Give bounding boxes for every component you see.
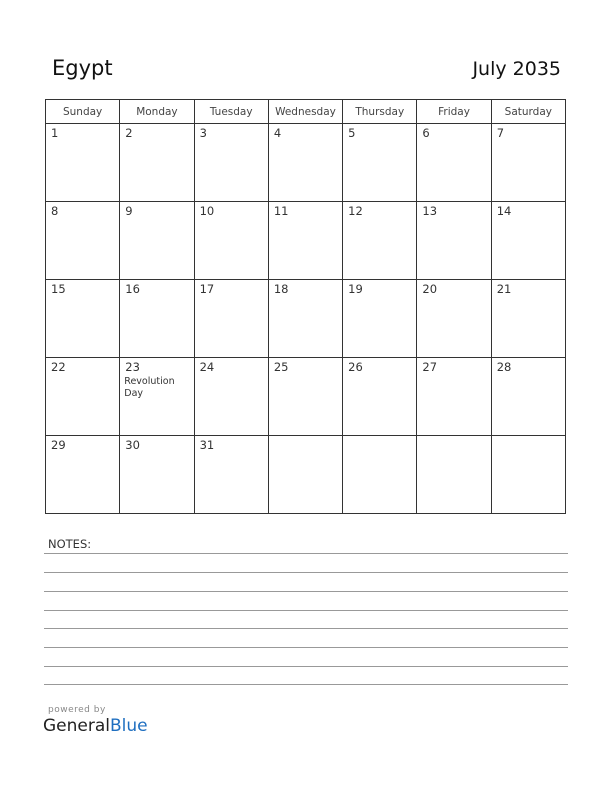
day-cell <box>120 124 194 202</box>
weekday-tuesday: Tuesday <box>194 100 268 124</box>
day-cell <box>417 202 491 280</box>
day-cell-empty <box>417 436 491 514</box>
day-number: 13 <box>422 204 438 218</box>
day-number: 28 <box>496 360 512 374</box>
day-cell <box>46 202 120 280</box>
day-cell <box>268 280 342 358</box>
weekday-sunday: Sunday <box>46 100 120 124</box>
month-year-title: July 2035 <box>472 58 561 80</box>
day-number: 10 <box>199 204 215 218</box>
day-cell <box>194 280 268 358</box>
brand-general-text: General <box>43 716 110 736</box>
day-cell <box>194 202 268 280</box>
day-number: 27 <box>422 360 438 374</box>
brand-blue-text: Blue <box>110 716 148 736</box>
day-cell <box>343 124 417 202</box>
day-cell <box>194 358 268 436</box>
weekday-monday: Monday <box>120 100 194 124</box>
day-number: 24 <box>199 360 215 374</box>
day-number: 29 <box>51 438 66 452</box>
day-number: 31 <box>199 438 215 452</box>
day-cell <box>417 280 491 358</box>
week-row <box>46 358 566 436</box>
day-number: 21 <box>496 282 512 296</box>
weekday-header-row <box>46 100 566 124</box>
day-number: 12 <box>348 204 363 218</box>
day-cell <box>343 202 417 280</box>
day-number: 5 <box>348 126 356 140</box>
notes-line <box>44 666 568 667</box>
weekday-saturday: Saturday <box>491 100 565 124</box>
day-number: 16 <box>125 282 140 296</box>
weekday-wednesday: Wednesday <box>268 100 342 124</box>
day-cell <box>46 358 120 436</box>
notes-line <box>44 591 568 592</box>
day-number <box>343 436 416 438</box>
day-cell <box>46 280 120 358</box>
day-number: 18 <box>273 282 289 296</box>
day-number: 7 <box>496 126 505 140</box>
day-cell <box>120 202 194 280</box>
country-title: Egypt <box>52 56 113 80</box>
notes-line <box>44 610 568 611</box>
powered-by-label: powered by <box>48 705 106 715</box>
day-number <box>269 436 342 438</box>
day-cell-holiday <box>120 358 194 436</box>
day-number: 1 <box>51 126 59 140</box>
day-number: 6 <box>422 126 430 140</box>
day-number: 23 <box>125 360 140 374</box>
day-cell <box>268 358 342 436</box>
day-number <box>492 436 565 438</box>
day-cell <box>120 436 194 514</box>
day-cell <box>491 280 565 358</box>
day-cell <box>491 124 565 202</box>
weekday-thursday: Thursday <box>343 100 417 124</box>
day-cell <box>194 436 268 514</box>
notes-label: NOTES: <box>48 537 92 551</box>
day-cell-empty <box>491 436 565 514</box>
day-number: 14 <box>496 204 512 218</box>
day-number: 17 <box>199 282 215 296</box>
day-cell-empty <box>268 436 342 514</box>
day-cell <box>46 124 120 202</box>
calendar-grid <box>45 99 566 514</box>
day-cell <box>491 358 565 436</box>
day-cell <box>46 436 120 514</box>
week-row <box>46 280 566 358</box>
day-number: 11 <box>273 204 289 218</box>
day-number: 26 <box>348 360 363 374</box>
brand-logo <box>43 716 148 736</box>
notes-line <box>44 684 568 685</box>
notes-line <box>44 572 568 573</box>
notes-line <box>44 647 568 648</box>
week-row <box>46 202 566 280</box>
day-cell <box>268 202 342 280</box>
day-cell <box>491 202 565 280</box>
day-number: 2 <box>125 126 133 140</box>
day-number: 20 <box>422 282 438 296</box>
day-number: 8 <box>51 204 59 218</box>
day-number: 3 <box>199 126 207 140</box>
day-number: 22 <box>51 360 66 374</box>
day-number <box>417 436 490 438</box>
day-cell <box>120 280 194 358</box>
notes-line <box>44 628 568 629</box>
day-cell <box>194 124 268 202</box>
holiday-label: Revolution Day <box>124 376 175 399</box>
day-number: 30 <box>125 438 140 452</box>
day-cell <box>417 124 491 202</box>
week-row <box>46 436 566 514</box>
day-number: 15 <box>51 282 66 296</box>
day-cell-empty <box>343 436 417 514</box>
notes-line <box>44 553 568 554</box>
day-cell <box>343 280 417 358</box>
day-cell <box>268 124 342 202</box>
day-number: 9 <box>125 204 133 218</box>
day-cell <box>343 358 417 436</box>
day-cell <box>417 358 491 436</box>
day-number: 25 <box>273 360 289 374</box>
day-number: 4 <box>273 126 282 140</box>
week-row <box>46 124 566 202</box>
day-number: 19 <box>348 282 363 296</box>
weekday-friday: Friday <box>417 100 491 124</box>
